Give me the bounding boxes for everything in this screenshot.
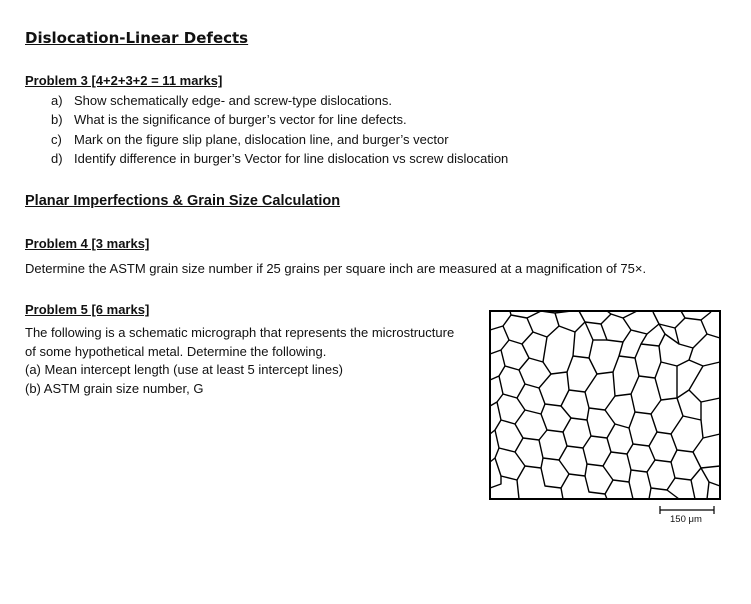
section-heading: Planar Imperfections & Grain Size Calculation (25, 193, 341, 209)
item-text: Mark on the figure slip plane, dislocation line, and burger’s vector (74, 132, 449, 147)
problem-3-item-a (51, 93, 392, 108)
page-heading: Dislocation-Linear Defects (25, 29, 249, 47)
problem-5-part-a: (a) Mean intercept length (use at least 5 intercept lines) (25, 362, 343, 377)
problem-5-part-b: (b) ASTM grain size number, G (25, 380, 204, 396)
item-label: a) (51, 93, 63, 108)
item-label: c) (51, 132, 62, 147)
item-text: Show schematically edge- and screw-type dislocations. (74, 93, 392, 108)
problem-4-text: Determine the ASTM grain size number if 25 grains per square inch are measured at a magnification of 75×. (25, 261, 647, 276)
item-label: d) (51, 151, 63, 166)
problem-3-item-c (51, 132, 449, 147)
micrograph-image (489, 310, 721, 500)
problem-5-body (25, 324, 455, 398)
item-label: b) (51, 112, 63, 127)
problem-5-text: The following is a schematic micrograph that represents the microstructure of some hypothetical metal. Determine the following. (25, 325, 455, 359)
problem-3-item-b (51, 112, 407, 127)
item-text: Identify difference in burger’s Vector for line dislocation vs screw dislocation (74, 151, 509, 166)
problem-3-title: Problem 3 [4+2+3+2 = 11 marks] (25, 73, 223, 88)
problem-3-item-d (51, 151, 508, 166)
scale-label: 150 μm (670, 514, 702, 525)
item-text: What is the significance of burger’s vector for line defects. (74, 112, 407, 127)
problem-5-title: Problem 5 [6 marks] (25, 302, 150, 317)
problem-4-title: Problem 4 [3 marks] (25, 236, 150, 251)
